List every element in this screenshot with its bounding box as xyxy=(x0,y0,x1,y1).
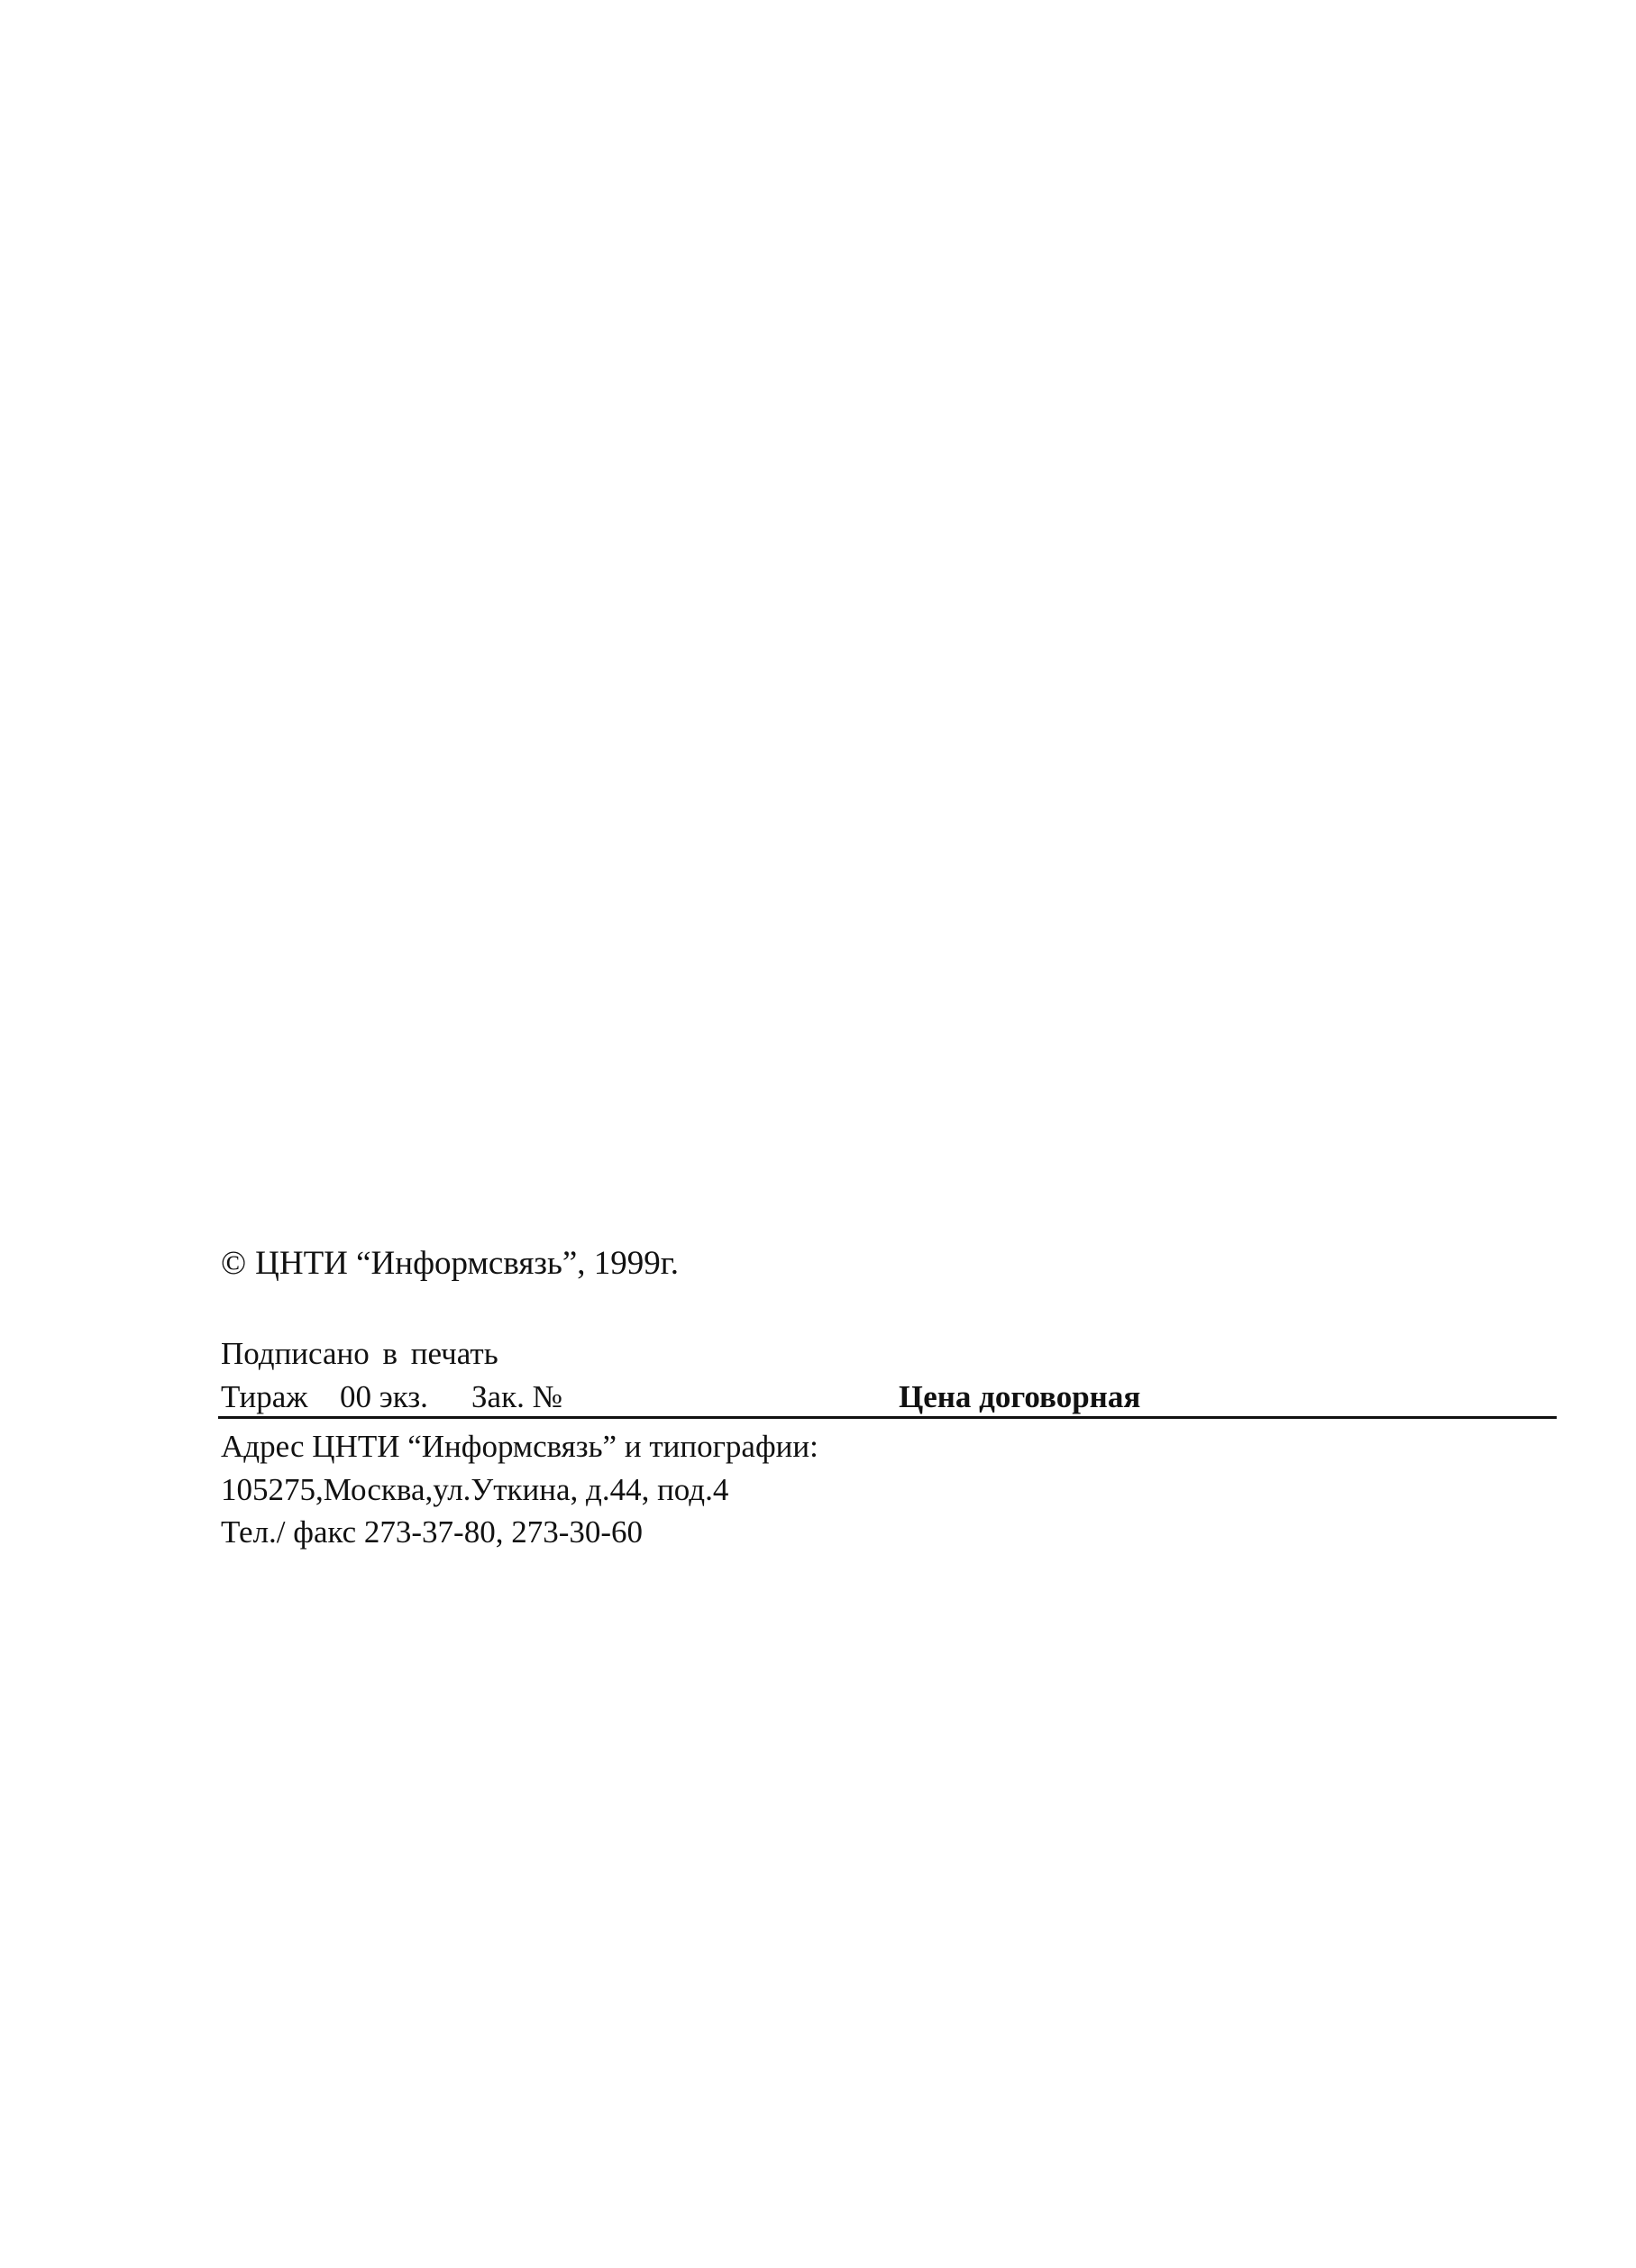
circulation-label: Тираж xyxy=(221,1379,308,1414)
circulation-row xyxy=(221,1379,1555,1419)
address-label: Адрес ЦНТИ “Информсвязь” и типографии: xyxy=(221,1429,818,1464)
order-number-label: Зак. № xyxy=(471,1379,562,1414)
circulation-value: 00 экз. xyxy=(340,1379,428,1414)
copyright-line xyxy=(221,1246,679,1282)
copyright-text: ЦНТИ “Информсвязь”, 1999г. xyxy=(255,1245,679,1282)
copyright-symbol: © xyxy=(221,1245,247,1282)
horizontal-divider xyxy=(218,1416,1557,1419)
phone-fax-line: Тел./ факс 273-37-80, 273-30-60 xyxy=(221,1514,644,1550)
address-street: 105275,Москва,ул.Уткина, д.44, под.4 xyxy=(221,1472,729,1507)
signed-for-print-text: Подписано в печать xyxy=(221,1336,498,1371)
price-label: Цена договорная xyxy=(899,1379,1141,1414)
